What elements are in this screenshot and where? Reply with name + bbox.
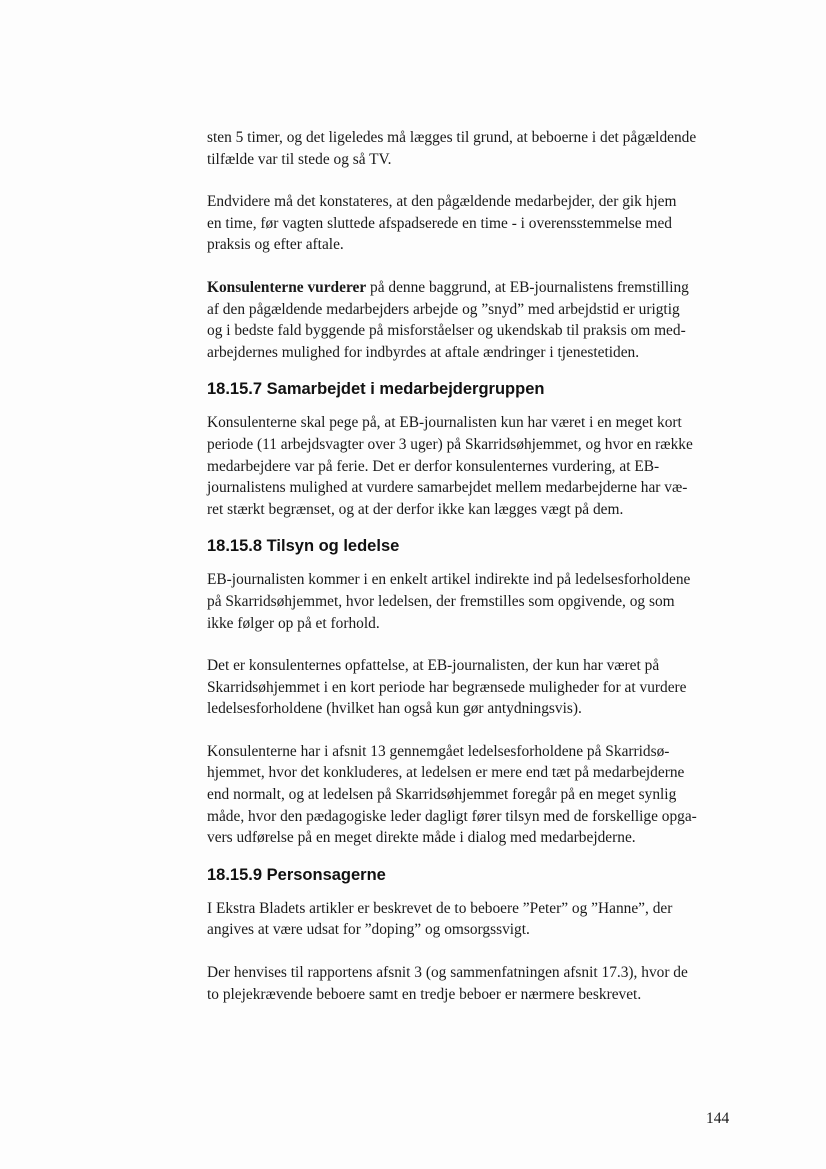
text-line: end normalt, og at ledelsen på Skarridsøhjemmet foregår på en meget synlig xyxy=(207,786,677,804)
text-line: Skarridsøhjemmet i en kort periode har begrænsede muligheder for at vurdere xyxy=(207,678,687,696)
text-line: periode (11 arbejdsvagter over 3 uger) på Skarridsøhjemmet, og hvor en række xyxy=(207,435,693,453)
text-line: EB-journalisten kommer i en enkelt artikel indirekte ind på ledelsesforholdene xyxy=(207,571,691,589)
text-run: på denne baggrund, at EB-journalistens fremstilling xyxy=(366,278,689,296)
text-line: ledelsesforholdene (hvilket han også kun gør antydningsvis). xyxy=(207,700,582,718)
paragraph xyxy=(207,569,747,634)
text-line: en time, før vagten sluttede afspadserede en time - i overensstemmelse med xyxy=(207,214,672,232)
text-line: ret stærkt begrænset, og at der derfor ikke kan lægges vægt på dem. xyxy=(207,500,624,518)
text-line: af den pågældende medarbejders arbejde og ”snyd” med arbejdstid er urigtig xyxy=(207,300,680,318)
text-line: og i bedste fald byggende på misforståelser og ukendskab til praksis om med- xyxy=(207,322,686,340)
text-line: måde, hvor den pædagogiske leder dagligt fører tilsyn med de forskellige opga- xyxy=(207,807,697,825)
text-line: angives at være udsat for ”doping” og omsorgssvigt. xyxy=(207,921,530,939)
paragraph xyxy=(207,898,747,941)
text-line xyxy=(207,277,747,299)
text-line: Der henvises til rapportens afsnit 3 (og sammenfatningen afsnit 17.3), hvor de xyxy=(207,964,688,982)
text-line: på Skarridsøhjemmet, hvor ledelsen, der fremstilles som opgivende, og som xyxy=(207,592,675,610)
paragraph xyxy=(207,191,747,256)
section-heading: 18.15.7 Samarbejdet i medarbejdergruppen xyxy=(207,380,545,399)
text-line: I Ekstra Bladets artikler er beskrevet de to beboere ”Peter” og ”Hanne”, der xyxy=(207,899,673,917)
text-line: Endvidere må det konstateres, at den pågældende medarbejder, der gik hjem xyxy=(207,193,677,211)
text-line: praksis og efter aftale. xyxy=(207,236,344,254)
section-heading: 18.15.9 Personsagerne xyxy=(207,865,386,884)
section-heading: 18.15.8 Tilsyn og ledelse xyxy=(207,537,400,556)
bold-lead-text: Konsulenterne vurderer xyxy=(207,278,367,296)
text-line: arbejdernes mulighed for indbyrdes at aftale ændringer i tjenestetiden. xyxy=(207,343,640,361)
paragraph xyxy=(207,962,747,1005)
page-number: 144 xyxy=(706,1110,730,1127)
text-line: Det er konsulenternes opfattelse, at EB-journalisten, der kun har været på xyxy=(207,657,660,675)
paragraph xyxy=(207,655,747,720)
paragraph xyxy=(207,127,747,170)
text-line: tilfælde var til stede og så TV. xyxy=(207,150,392,168)
text-line: to plejekrævende beboere samt en tredje beboer er nærmere beskrevet. xyxy=(207,985,642,1003)
page-body xyxy=(207,127,747,1026)
text-line: journalistens mulighed at vurdere samarbejdet mellem medarbejderne har væ- xyxy=(207,479,688,497)
text-line: Konsulenterne skal pege på, at EB-journalisten kun har været i en meget kort xyxy=(207,414,682,432)
text-line: vers udførelse på en meget direkte måde i dialog med medarbejderne. xyxy=(207,829,636,847)
text-line: Konsulenterne har i afsnit 13 gennemgået ledelsesforholdene på Skarridsø- xyxy=(207,742,670,760)
text-line: hjemmet, hvor det konkluderes, at ledelsen er mere end tæt på medarbejderne xyxy=(207,764,685,782)
paragraph xyxy=(207,277,747,363)
paragraph xyxy=(207,412,747,520)
paragraph xyxy=(207,741,747,849)
text-line: ikke følger op på et forhold. xyxy=(207,614,380,632)
text-line: sten 5 timer, og det ligeledes må lægges til grund, at beboerne i det pågældende xyxy=(207,129,697,146)
text-line: medarbejdere var på ferie. Det er derfor konsulenternes vurdering, at EB- xyxy=(207,457,660,475)
